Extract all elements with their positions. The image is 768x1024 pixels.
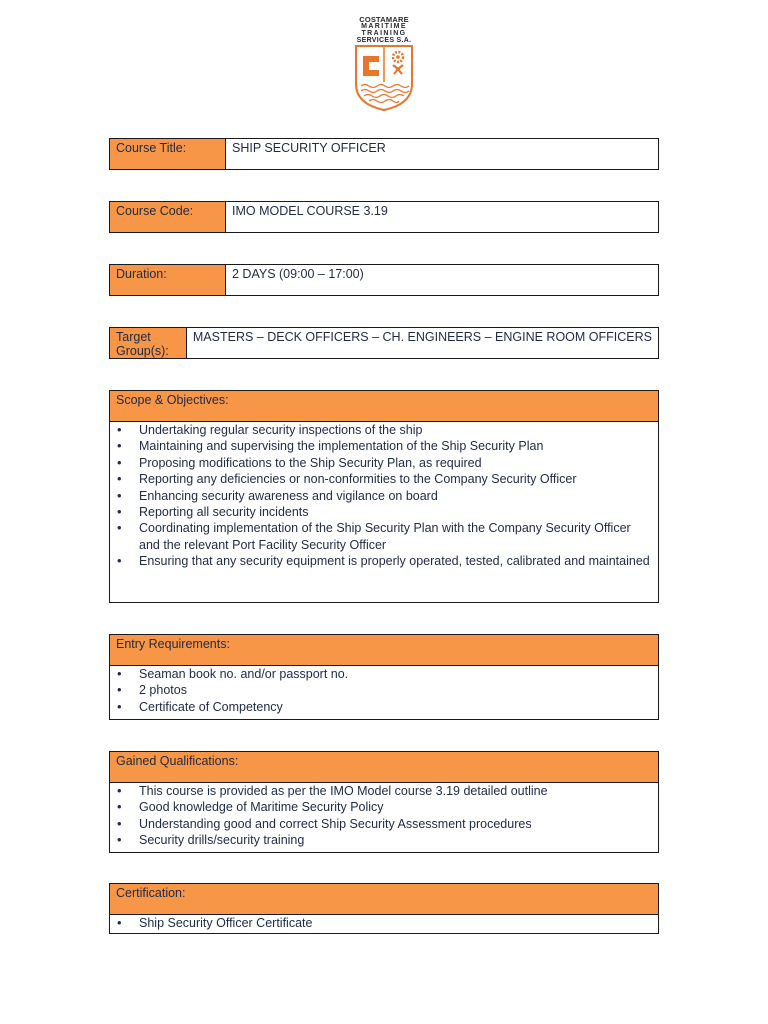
- entry-requirements-section: [109, 634, 659, 720]
- list-item: • Ensuring that any security equipment is properly operated, tested, calibrated and maintained: [110, 553, 658, 569]
- target-group-row: [109, 327, 659, 359]
- course-code-label: Course Code:: [110, 202, 226, 232]
- logo-line-2: MARITIME: [361, 23, 407, 30]
- certification-list: [110, 915, 658, 931]
- course-title-value: SHIP SECURITY OFFICER: [232, 141, 386, 155]
- gained-qualifications-header: Gained Qualifications:: [110, 752, 658, 783]
- target-group-value: MASTERS – DECK OFFICERS – CH. ENGINEERS – ENGINE ROOM OFFICERS: [192, 330, 652, 344]
- scope-objectives-section: [109, 390, 659, 603]
- list-item: • Understanding good and correct Ship Security Assessment procedures: [110, 816, 658, 832]
- list-item: • Undertaking regular security inspections of the ship: [110, 422, 658, 438]
- target-group-label: Target Group(s):: [110, 328, 187, 358]
- scope-objectives-list: [110, 422, 658, 570]
- scope-objectives-header: Scope & Objectives:: [110, 391, 658, 422]
- list-item: • Good knowledge of Maritime Security Policy: [110, 799, 658, 815]
- list-item: • Seaman book no. and/or passport no.: [110, 666, 658, 682]
- course-code-value: IMO MODEL COURSE 3.19: [232, 204, 388, 218]
- entry-requirements-list: [110, 666, 658, 715]
- logo-line-1: COSTAMARE: [359, 15, 409, 24]
- course-title-label: Course Title:: [110, 139, 226, 169]
- course-code-row: [109, 201, 659, 233]
- duration-value: 2 DAYS (09:00 – 17:00): [232, 267, 364, 281]
- list-item: • Reporting any deficiencies or non-conformities to the Company Security Officer: [110, 471, 658, 487]
- duration-row: [109, 264, 659, 296]
- gained-qualifications-list: [110, 783, 658, 849]
- list-item: • 2 photos: [110, 682, 658, 698]
- list-item: • Reporting all security incidents: [110, 504, 658, 520]
- list-item: • Ship Security Officer Certificate: [110, 915, 658, 931]
- company-logo: [351, 16, 417, 112]
- shield-emblem-icon: [353, 44, 415, 112]
- certification-section: [109, 883, 659, 934]
- gained-qualifications-section: [109, 751, 659, 853]
- list-item: • Enhancing security awareness and vigilance on board: [110, 488, 658, 504]
- entry-requirements-header: Entry Requirements:: [110, 635, 658, 666]
- logo-line-3: TRAINING: [361, 30, 407, 37]
- list-item: • Certificate of Competency: [110, 699, 658, 715]
- course-title-row: [109, 138, 659, 170]
- list-item: • This course is provided as per the IMO Model course 3.19 detailed outline: [110, 783, 658, 799]
- list-item: • Security drills/security training: [110, 832, 658, 848]
- list-item: • Proposing modifications to the Ship Security Plan, as required: [110, 455, 658, 471]
- certification-header: Certification:: [110, 884, 658, 915]
- duration-label: Duration:: [110, 265, 226, 295]
- list-item: • Maintaining and supervising the implementation of the Ship Security Plan: [110, 438, 658, 454]
- logo-line-4: SERVICES S.A.: [356, 37, 412, 44]
- list-item: • Coordinating implementation of the Ship Security Plan with the Company Security Officer and the relevant Port Facility Security Officer: [110, 520, 658, 553]
